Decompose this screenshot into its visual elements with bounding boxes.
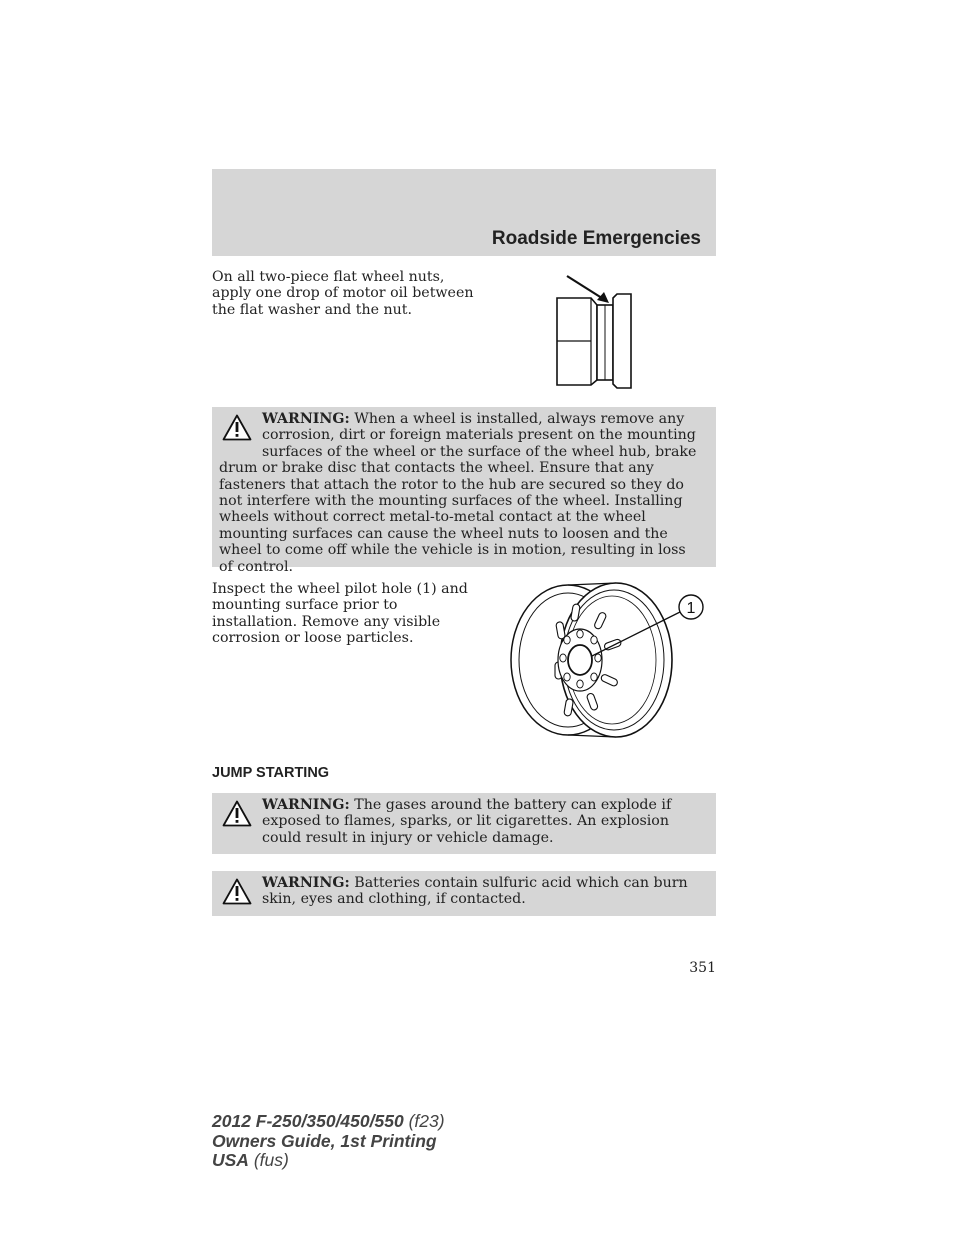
section-heading-jump-starting: JUMP STARTING: [212, 765, 330, 781]
warning-text: When a wheel is installed, always remove any corrosion, dirt or foreign materials present on the mounting surfaces of the wheel or the surface of the wheel hub, brake drum or brake disc that contacts the wheel. Ensure that any fasteners that attach the rotor to the hub are secured so they do not interfere with the mounting surfaces of the wheel. Installing wheels without correct metal-to-metal contact at the wheel mounting surfaces can cause the wheel nuts to loosen and the wheel to come off while the vehicle is in motion, resulting in loss of control.: [219, 411, 697, 575]
footer-guide: Owners Guide, 1st Printing: [212, 1130, 437, 1151]
warning-text: Batteries contain sulfuric acid which can burn skin, eyes and clothing, if contacted.: [262, 875, 688, 908]
footer-region-code: (fus): [253, 1150, 289, 1170]
warning-box-battery-gases: [212, 793, 716, 854]
document-footer: [212, 1112, 445, 1171]
warning-label: WARNING:: [262, 797, 350, 813]
footer-region: USA: [212, 1150, 249, 1170]
warning-text: The gases around the battery can explode if exposed to flames, sparks, or lit cigarettes. An explosion could result in injury or vehicle damage.: [262, 797, 672, 846]
warning-triangle-icon: [222, 414, 252, 445]
page-section-title: Roadside Emergencies: [491, 228, 701, 249]
section-header-band: [212, 169, 716, 256]
warning-triangle-icon: [222, 800, 252, 831]
warning-label: WARNING:: [262, 875, 350, 891]
warning-label: WARNING:: [262, 411, 350, 427]
footer-model-code: (f23): [408, 1111, 445, 1131]
callout-number: 1: [686, 600, 696, 617]
footer-model: 2012 F-250/350/450/550: [212, 1111, 404, 1131]
page-number: 351: [689, 960, 716, 976]
warning-box-sulfuric-acid: [212, 871, 716, 916]
pilot-hole-instruction: Inspect the wheel pilot hole (1) and mounting surface prior to installation. Remove any visible corrosion or loose particles.: [212, 581, 468, 647]
wheel-pilot-hole-illustration: [508, 580, 713, 742]
warning-box-wheel-installation: [212, 407, 716, 575]
wheel-nut-instruction: On all two-piece flat wheel nuts, apply one drop of motor oil between the flat washer and the nut.: [212, 269, 474, 318]
warning-triangle-icon: [222, 878, 252, 909]
wheel-nut-illustration: [553, 272, 637, 392]
